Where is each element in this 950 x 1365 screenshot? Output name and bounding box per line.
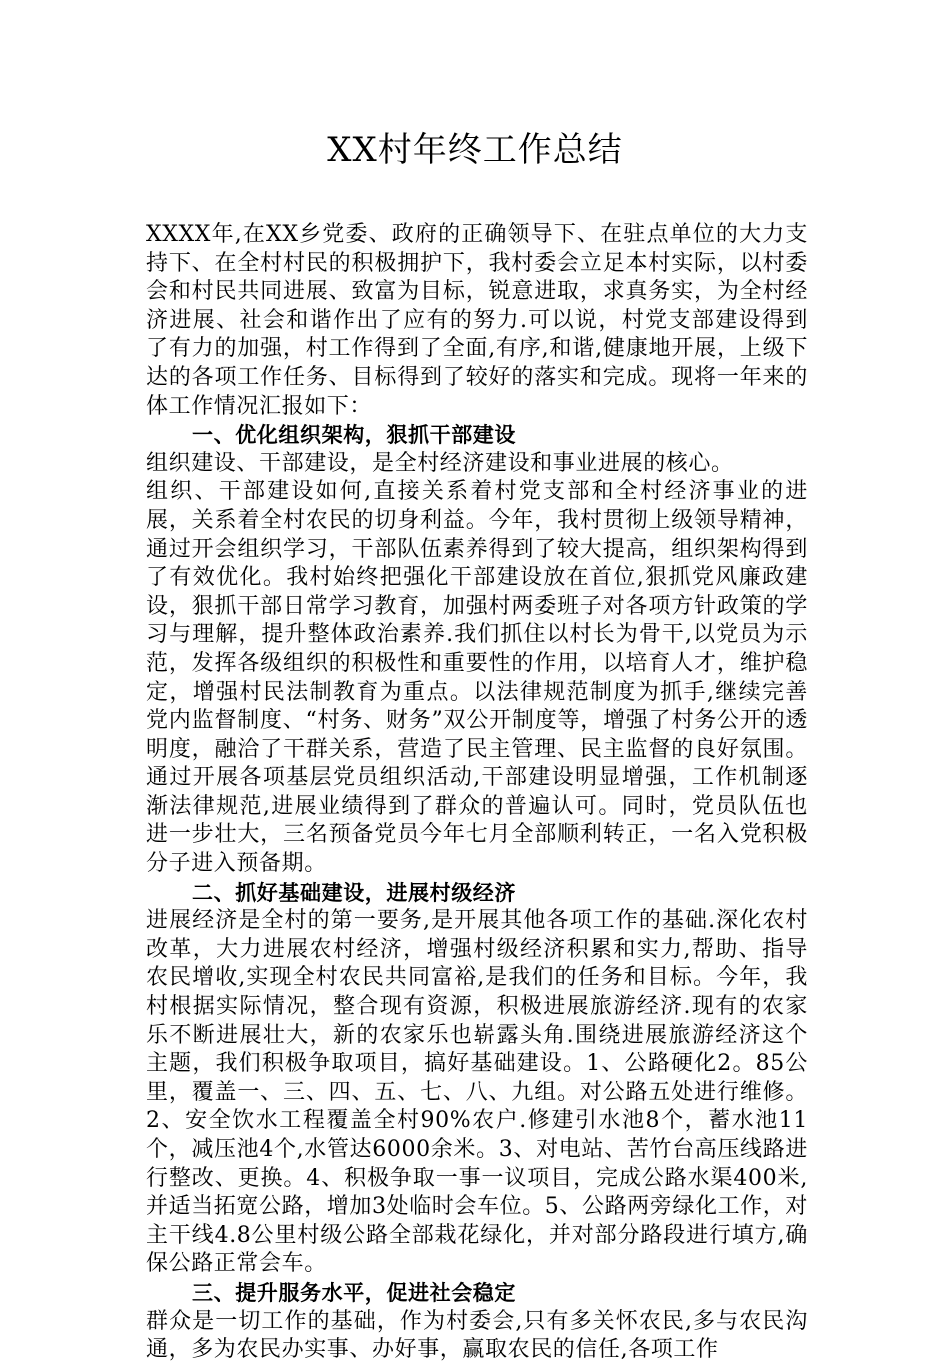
- section-3-paragraph: 群众是一切工作的基础，作为村委会,只有多关怀农民,多与农民沟通，多为农民办实事、办好事，赢取农民的信任,各项工作: [146, 1308, 808, 1363]
- intro-paragraph: XXXX年,在XX乡党委、政府的正确领导下、在驻点单位的大力支持下、在全村村民的积极拥护下，我村委会立足本村实际，以村委会和村民共同进展、致富为目标，锐意进取，求真务实，为全村经济进展、社会和谐作出了应有的努力.可以说，村党支部建设得到了有力的加强，村工作得到了全面,有序,和谐,健康地开展，上级下达的各项工作任务、目标得到了较好的落实和完成。现将一年来的体工作情况汇报如下：: [146, 222, 808, 419]
- section-heading-2: 二、抓好基础建设，进展村级经济: [192, 880, 516, 905]
- section-heading-1: 一、优化组织架构，狠抓干部建设: [192, 423, 516, 448]
- section-1-paragraph: 组织、干部建设如何,直接关系着村党支部和全村经济事业的进展，关系着全村农民的切身利益。今年，我村贯彻上级领导精神，通过开会组织学习，干部队伍素养得到了较大提高，组织架构得到了有效优化。我村始终把强化干部建设放在首位,狠抓党风廉政建设，狠抓干部日常学习教育，加强村两委班子对各项方针政策的学习与理解，提升整体政治素养.我们抓住以村长为骨干,以党员为示范，发挥各级组织的积极性和重要性的作用，以培育人才，维护稳定，增强村民法制教育为重点。以法律规范制度为抓手,继续完善党内监督制度、“村务、财务”双公开制度等，增强了村务公开的透明度，融洽了干群关系，营造了民主管理、民主监督的良好氛围。通过开展各项基层党员组织活动,干部建设明显增强，工作机制逐渐法律规范,进展业绩得到了群众的普遍认可。同时，党员队伍也进一步壮大，三名预备党员今年七月全部顺利转正，一名入党积极分子进入预备期。: [146, 479, 808, 877]
- document-body: [146, 221, 808, 1365]
- document-title: XX村年终工作总结: [327, 130, 623, 170]
- section-heading-3: 三、提升服务水平，促进社会稳定: [192, 1280, 516, 1305]
- section-2-paragraph: 进展经济是全村的第一要务,是开展其他各项工作的基础.深化农村改革，大力进展农村经济，增强村级经济积累和实力,帮助、指导农民增收,实现全村农民共同富裕,是我们的任务和目标。今年，我村根据实际情况，整合现有资源，积极进展旅游经济.现有的农家乐不断进展壮大，新的农家乐也崭露头角.围绕进展旅游经济这个主题，我们积极争取项目，搞好基础建设。1、公路硬化2。85公里，覆盖一、三、四、五、七、八、九组。对公路五处进行维修。2、安全饮水工程覆盖全村90%农户.修建引水池8个，蓄水池11个，减压池4个,水管达6000余米。3、对电站、苦竹台高压线路进行整改、更换。4、积极争取一事一议项目，完成公路水渠400米,并适当拓宽公路，增加3处临时会车位。5、公路两旁绿化工作，对主干线4.8公里村级公路全部栽花绿化，并对部分路段进行填方,确保公路正常会车。: [146, 908, 808, 1277]
- section-1-lead-line: 组织建设、干部建设，是全村经济建设和事业进展的核心。: [146, 450, 734, 476]
